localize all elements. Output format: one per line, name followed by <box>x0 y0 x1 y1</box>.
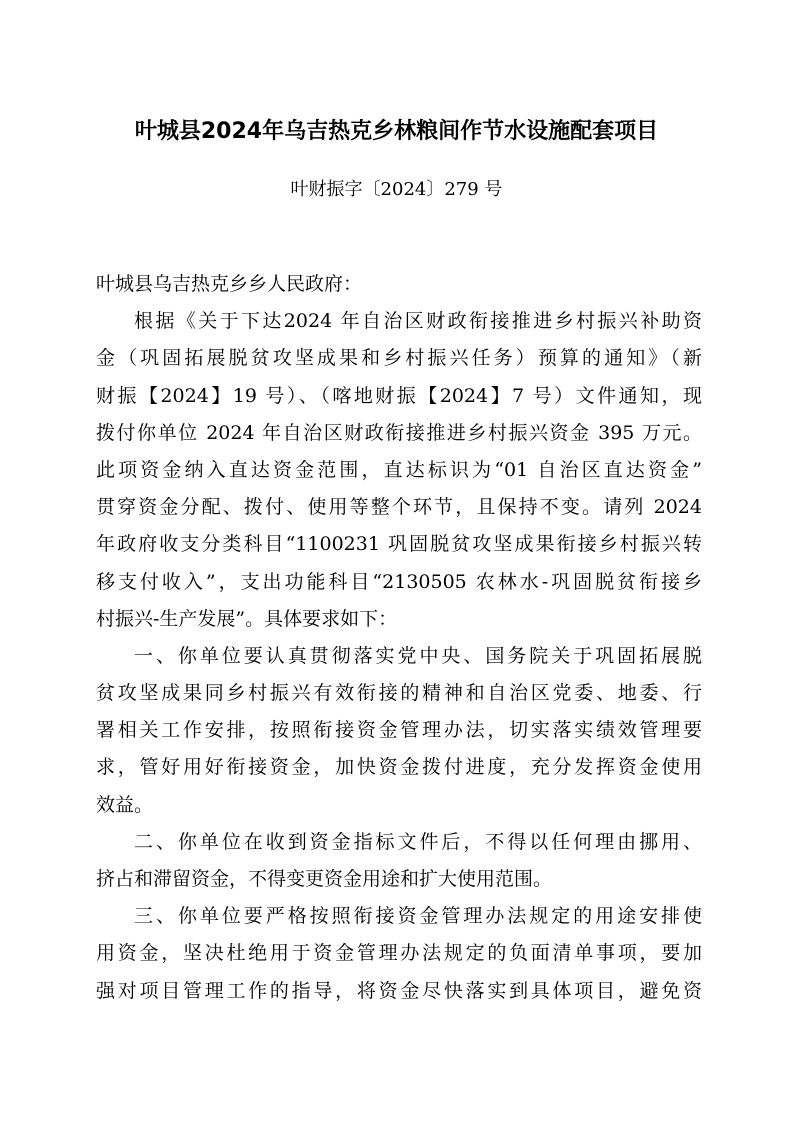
paragraph-line: 财振【2024】19 号）、（喀地财振【2024】7 号）文件通知，现 <box>96 384 702 407</box>
paragraph-line: 移支付收入”，支出功能科目“2130505 农林水-巩固脱贫衔接乡 <box>96 570 702 593</box>
paragraph-line: 根据《关于下达2024 年自治区财政衔接推进乡村振兴补助资 <box>134 310 702 333</box>
paragraph-line: 三、你单位要严格按照衔接资金管理办法规定的用途安排使 <box>134 905 702 928</box>
paragraph-3 <box>96 824 702 898</box>
paragraph-line: 贯穿资金分配、拨付、使用等整个环节，且保持不变。请列 2024 <box>96 496 702 519</box>
paragraph-line: 强对项目管理工作的指导，将资金尽快落实到具体项目，避免资 <box>96 979 702 1002</box>
paragraph-line: 金（巩固拓展脱贫攻坚成果和乡村振兴任务）预算的通知》（新 <box>96 347 702 370</box>
document-title: 叶城县2024年乌吉热克乡林粮间作节水设施配套项目 <box>134 119 659 144</box>
paragraph-line: 挤占和滞留资金，不得变更资金用途和扩大使用范围。 <box>96 868 553 890</box>
paragraph-1 <box>96 303 702 638</box>
paragraph-line: 此项资金纳入直达资金范围，直达标识为“01 自治区直达资金” <box>96 458 702 481</box>
paragraph-2 <box>96 638 702 824</box>
salutation: 叶城县乌吉热克乡乡人民政府： <box>96 273 363 295</box>
document-body <box>96 266 702 1010</box>
document-number: 叶财振字〔2024〕279 号 <box>290 179 503 200</box>
paragraph-line: 求，管好用好衔接资金，加快资金拨付进度，充分发挥资金使用 <box>96 756 702 779</box>
paragraph-line: 贫攻坚成果同乡村振兴有效衔接的精神和自治区党委、地委、行 <box>96 682 702 705</box>
paragraph-line: 年政府收支分类科目“1100231 巩固脱贫攻坚成果衔接乡村振兴转 <box>96 533 702 556</box>
paragraph-line: 拨付你单位 2024 年自治区财政衔接推进乡村振兴资金 395 万元。 <box>96 421 702 444</box>
paragraph-line: 效益。 <box>96 793 154 816</box>
paragraph-4 <box>96 898 702 1010</box>
paragraph-line: 二、你单位在收到资金指标文件后，不得以任何理由挪用、 <box>134 830 702 853</box>
paragraph-line: 用资金，坚决杜绝用于资金管理办法规定的负面清单事项，要加 <box>96 942 702 965</box>
paragraph-line: 署相关工作安排，按照衔接资金管理办法，切实落实绩效管理要 <box>96 719 702 742</box>
paragraph-line: 村振兴-生产发展”。具体要求如下： <box>96 607 398 630</box>
paragraph-line: 一、你单位要认真贯彻落实党中央、国务院关于巩固拓展脱 <box>134 644 702 667</box>
